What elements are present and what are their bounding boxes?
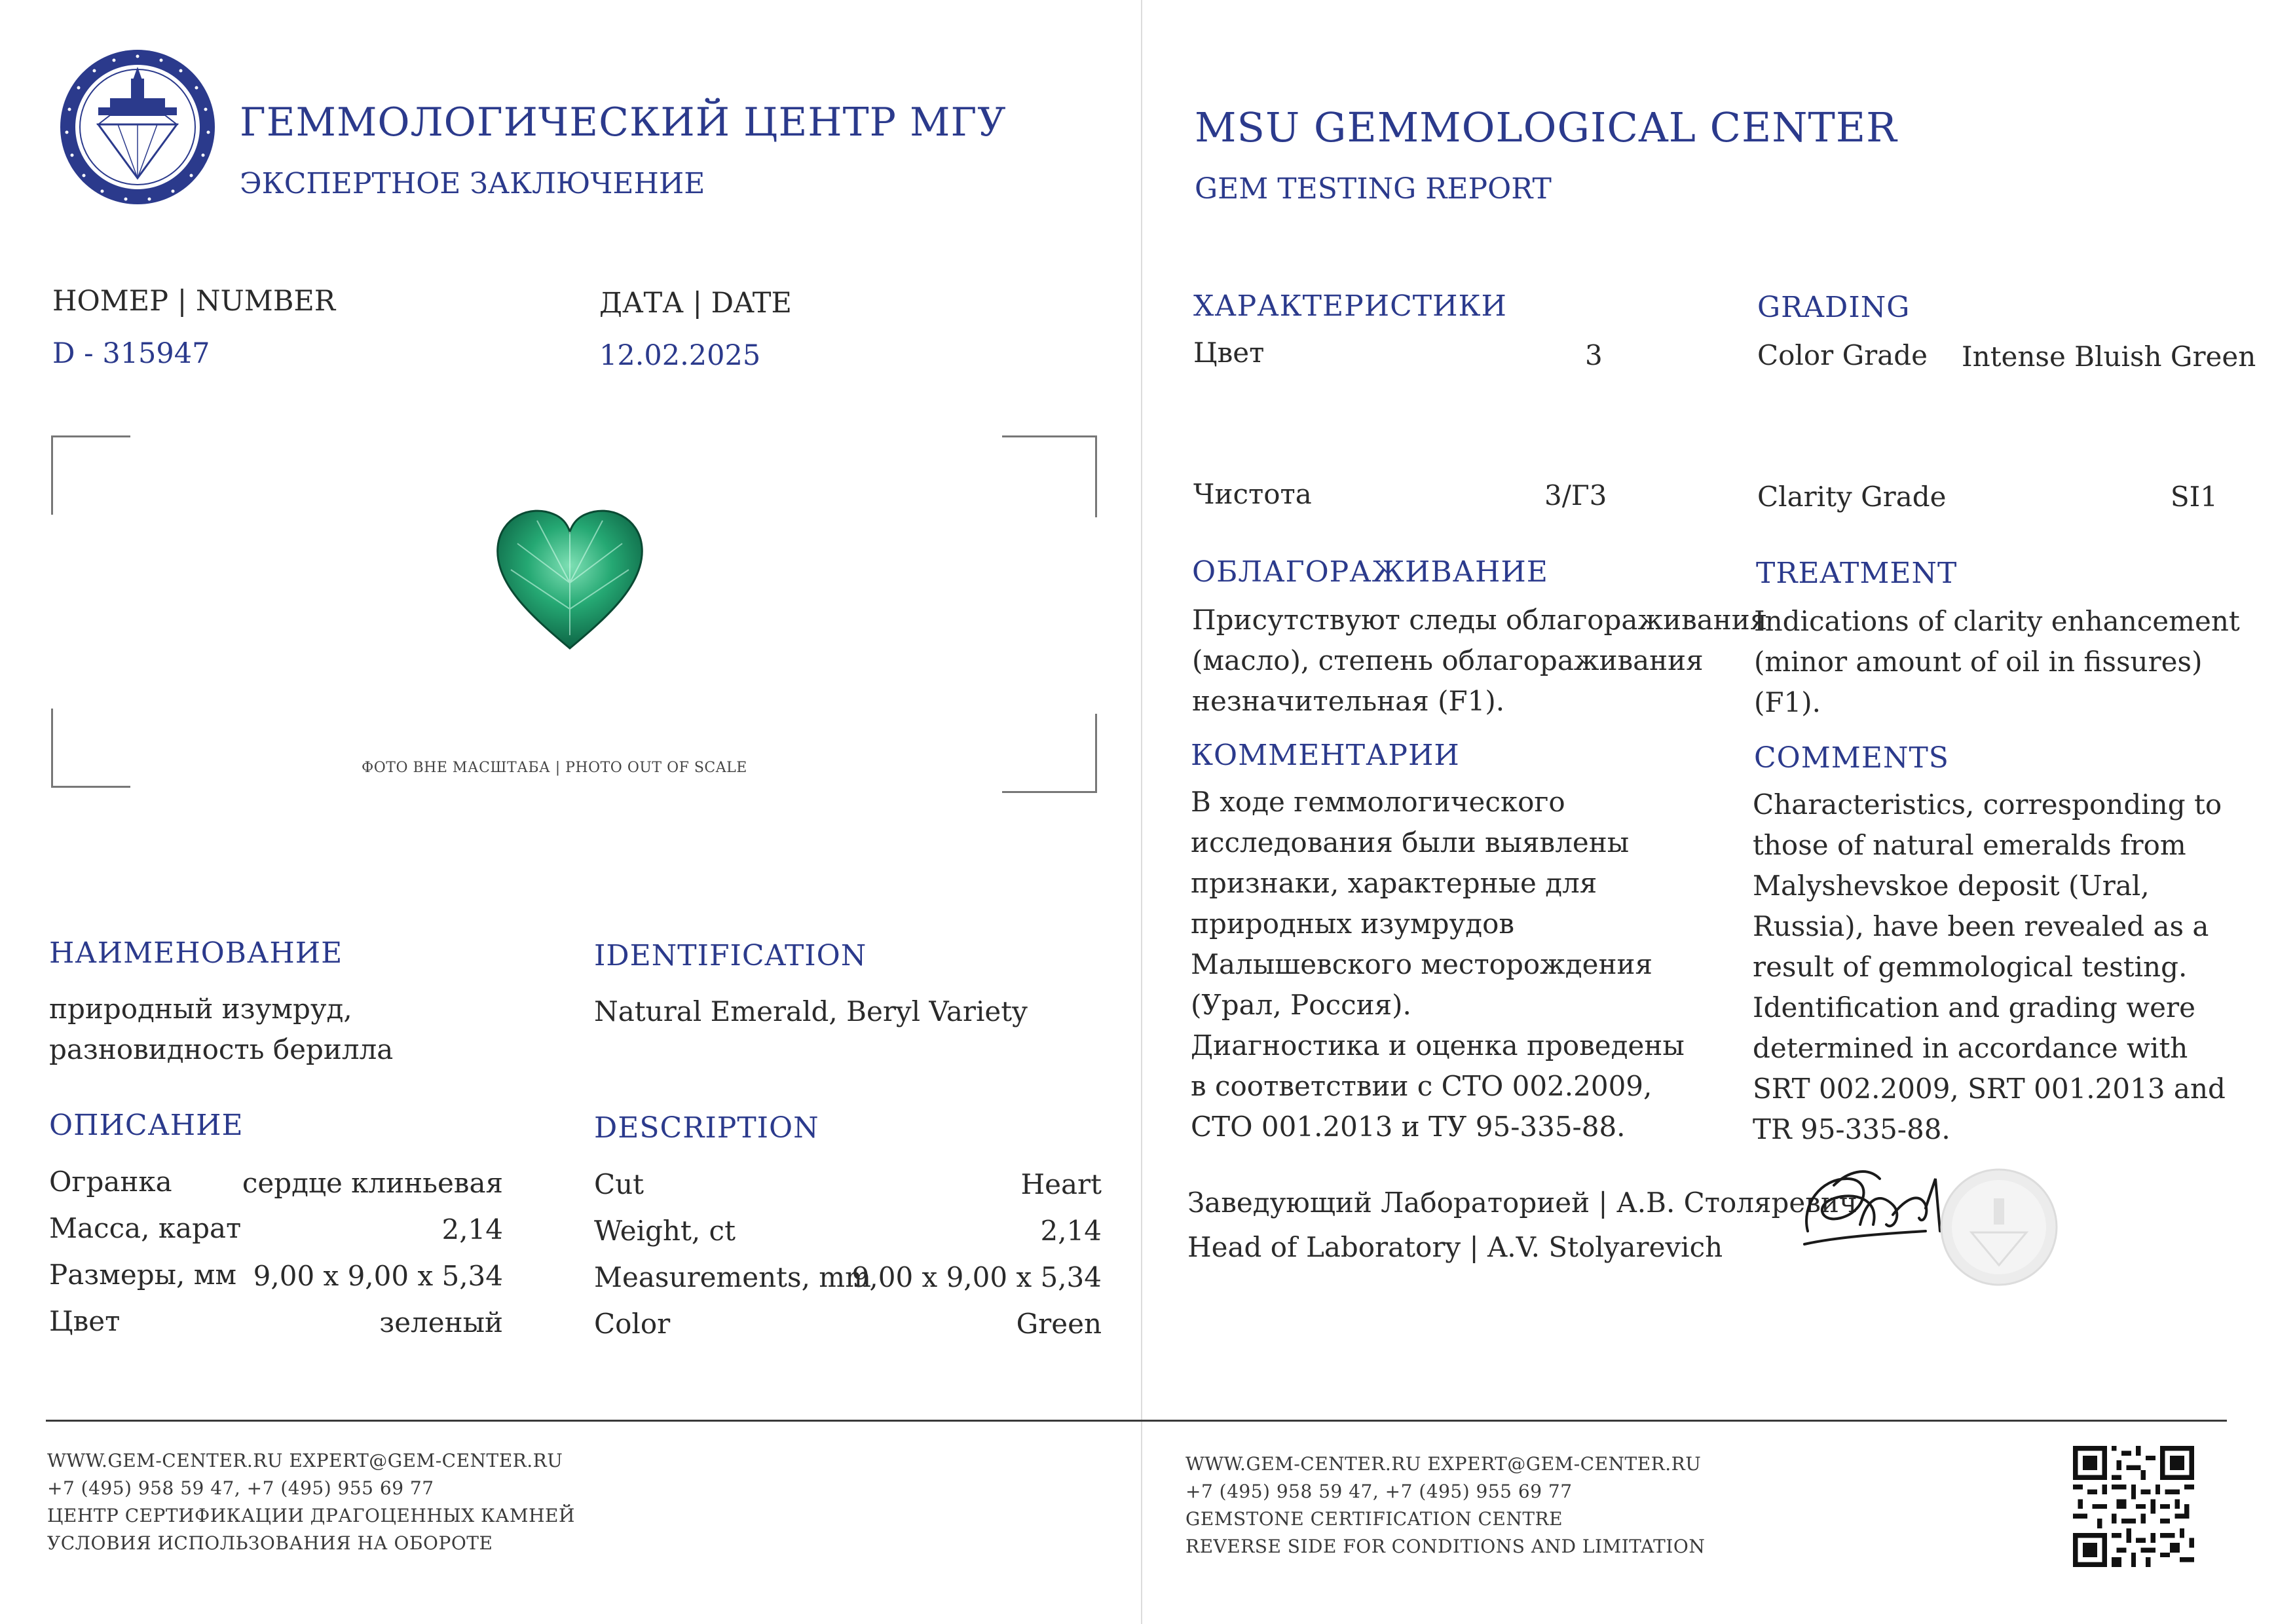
desc-weight-value-ru: 2,14 — [441, 1213, 503, 1246]
grading-heading-ru: ХАРАКТЕРИСТИКИ — [1193, 289, 1507, 323]
grading-color-label-en: Color Grade — [1757, 339, 1928, 371]
identification-value-ru-2: разновидность берилла — [49, 1033, 394, 1065]
identification-value-ru-1: природный изумруд, — [49, 993, 352, 1025]
comments-line: those of natural emeralds from — [1753, 829, 2186, 861]
treatment-line-en-3: (F1). — [1754, 686, 1821, 718]
comments-line: Диагностика и оценка проведены — [1191, 1029, 1685, 1061]
header-title-ru: ГЕММОЛОГИЧЕСКИЙ ЦЕНТР МГУ — [240, 100, 1007, 145]
desc-color-value-en: Green — [1016, 1308, 1102, 1340]
comments-line: SRT 002.2009, SRT 001.2013 and — [1753, 1073, 2226, 1105]
grading-clarity-label-en: Clarity Grade — [1757, 481, 1947, 513]
treatment-heading-en: TREATMENT — [1756, 557, 1958, 590]
treatment-line-en-1: Indications of clarity enhancement — [1754, 605, 2240, 637]
embossed-seal — [1939, 1167, 2060, 1288]
footer-divider — [46, 1420, 2227, 1422]
comments-line: признаки, характерные для — [1191, 867, 1597, 899]
signature-line-ru: Заведующий Лабораторией | А.В. Столяревич — [1187, 1187, 1857, 1219]
header-title-en: MSU GEMMOLOGICAL CENTER — [1195, 103, 1897, 151]
footer-line: +7 (495) 958 59 47, +7 (495) 955 69 77 — [1185, 1481, 1573, 1502]
qr-code-icon — [2073, 1446, 2194, 1567]
desc-size-value-ru: 9,00 x 9,00 x 5,34 — [253, 1260, 503, 1292]
grading-color-label-ru: Цвет — [1193, 337, 1265, 369]
treatment-line-ru-1: Присутствуют следы облагораживания — [1192, 604, 1768, 636]
header-subtitle-ru: ЭКСПЕРТНОЕ ЗАКЛЮЧЕНИЕ — [240, 167, 705, 200]
grading-clarity-label-ru: Чистота — [1193, 478, 1312, 510]
desc-cut-value-en: Heart — [1020, 1168, 1102, 1200]
footer-en — [1185, 1450, 1705, 1560]
footer-line: REVERSE SIDE FOR CONDITIONS AND LIMITATION — [1185, 1536, 1706, 1557]
comments-line: Characteristics, corresponding to — [1753, 788, 2222, 821]
desc-color-label-en: Color — [594, 1308, 671, 1340]
identification-heading-ru: НАИМЕНОВАНИЕ — [49, 936, 343, 970]
description-heading-ru: ОПИСАНИЕ — [49, 1109, 244, 1142]
desc-size-value-en: 9,00 x 9,00 x 5,34 — [851, 1261, 1102, 1293]
comments-line: исследования были выявлены — [1191, 826, 1630, 858]
description-heading-en: DESCRIPTION — [594, 1111, 819, 1145]
comments-heading-ru: КОММЕНТАРИИ — [1191, 739, 1460, 772]
comments-line: determined in accordance with — [1753, 1032, 2188, 1064]
desc-cut-value-ru: сердце клиньевая — [242, 1167, 503, 1199]
footer-line: УСЛОВИЯ ИСПОЛЬЗОВАНИЯ НА ОБОРОТЕ — [47, 1532, 493, 1554]
report-number-value: D - 315947 — [52, 337, 210, 370]
desc-size-label-ru: Размеры, мм — [49, 1259, 237, 1291]
desc-weight-label-en: Weight, ct — [594, 1215, 736, 1247]
desc-weight-label-ru: Масса, карат — [49, 1212, 242, 1244]
identification-heading-en: IDENTIFICATION — [594, 939, 867, 972]
grading-clarity-value-en: SI1 — [2170, 481, 2218, 513]
gemstone-photo — [491, 504, 648, 652]
footer-line: WWW.GEM-CENTER.RU EXPERT@GEM-CENTER.RU — [47, 1450, 563, 1471]
grading-color-value-ru: 3 — [1585, 339, 1603, 371]
desc-color-value-ru: зеленый — [379, 1306, 503, 1338]
page-fold-divider — [1141, 0, 1142, 1624]
identification-value-en: Natural Emerald, Beryl Variety — [594, 995, 1028, 1027]
comments-line: в соответствии с СТО 002.2009, — [1191, 1070, 1652, 1102]
comments-line: природных изумрудов — [1191, 908, 1515, 940]
report-date-label: ДАТА | DATE — [599, 287, 792, 320]
header-subtitle-en: GEM TESTING REPORT — [1195, 172, 1552, 206]
report-date-value: 12.02.2025 — [599, 339, 761, 372]
comments-line: Малышевского месторождения — [1191, 948, 1652, 980]
desc-size-label-en: Measurements, mm — [594, 1261, 871, 1293]
comments-line: Malyshevskoe deposit (Ural, — [1753, 870, 2150, 902]
footer-line: ЦЕНТР СЕРТИФИКАЦИИ ДРАГОЦЕННЫХ КАМНЕЙ — [47, 1505, 575, 1526]
footer-line: +7 (495) 958 59 47, +7 (495) 955 69 77 — [47, 1477, 434, 1499]
treatment-line-ru-2: (масло), степень облагораживания — [1192, 644, 1704, 676]
desc-cut-label-en: Cut — [594, 1168, 644, 1200]
footer-ru — [47, 1447, 575, 1557]
comments-line: Russia), have been revealed as a — [1753, 910, 2209, 942]
comments-line: (Урал, Россия). — [1191, 989, 1411, 1021]
treatment-line-en-2: (minor amount of oil in fissures) — [1754, 646, 2203, 678]
comments-line: TR 95-335-88. — [1753, 1113, 1950, 1145]
comments-line: СТО 001.2013 и ТУ 95-335-88. — [1191, 1111, 1626, 1143]
footer-line: WWW.GEM-CENTER.RU EXPERT@GEM-CENTER.RU — [1185, 1453, 1702, 1475]
photo-caption: ФОТО ВНЕ МАСШТАБА | PHOTO OUT OF SCALE — [362, 760, 747, 776]
comments-line: result of gemmological testing. — [1753, 951, 2188, 983]
desc-weight-value-en: 2,14 — [1040, 1215, 1102, 1247]
signature-line-en: Head of Laboratory | A.V. Stolyarevich — [1187, 1231, 1723, 1263]
comments-line: Identification and grading were — [1753, 991, 2195, 1024]
handwritten-signature — [1795, 1153, 1952, 1264]
treatment-line-ru-3: незначительная (F1). — [1192, 685, 1505, 717]
desc-color-label-ru: Цвет — [49, 1305, 121, 1337]
report-number-label: НОМЕР | NUMBER — [52, 285, 336, 318]
comments-heading-en: COMMENTS — [1754, 741, 1949, 775]
desc-cut-label-ru: Огранка — [49, 1166, 172, 1198]
university-seal-icon — [58, 47, 218, 208]
treatment-heading-ru: ОБЛАГОРАЖИВАНИЕ — [1192, 555, 1548, 589]
grading-clarity-value-ru: 3/Г3 — [1544, 479, 1607, 511]
comments-line: В ходе геммологического — [1191, 786, 1565, 818]
grading-color-value-en: Intense Bluish Green — [1962, 341, 2256, 373]
grading-heading-en: GRADING — [1757, 291, 1911, 324]
footer-line: GEMSTONE CERTIFICATION CENTRE — [1185, 1508, 1563, 1530]
